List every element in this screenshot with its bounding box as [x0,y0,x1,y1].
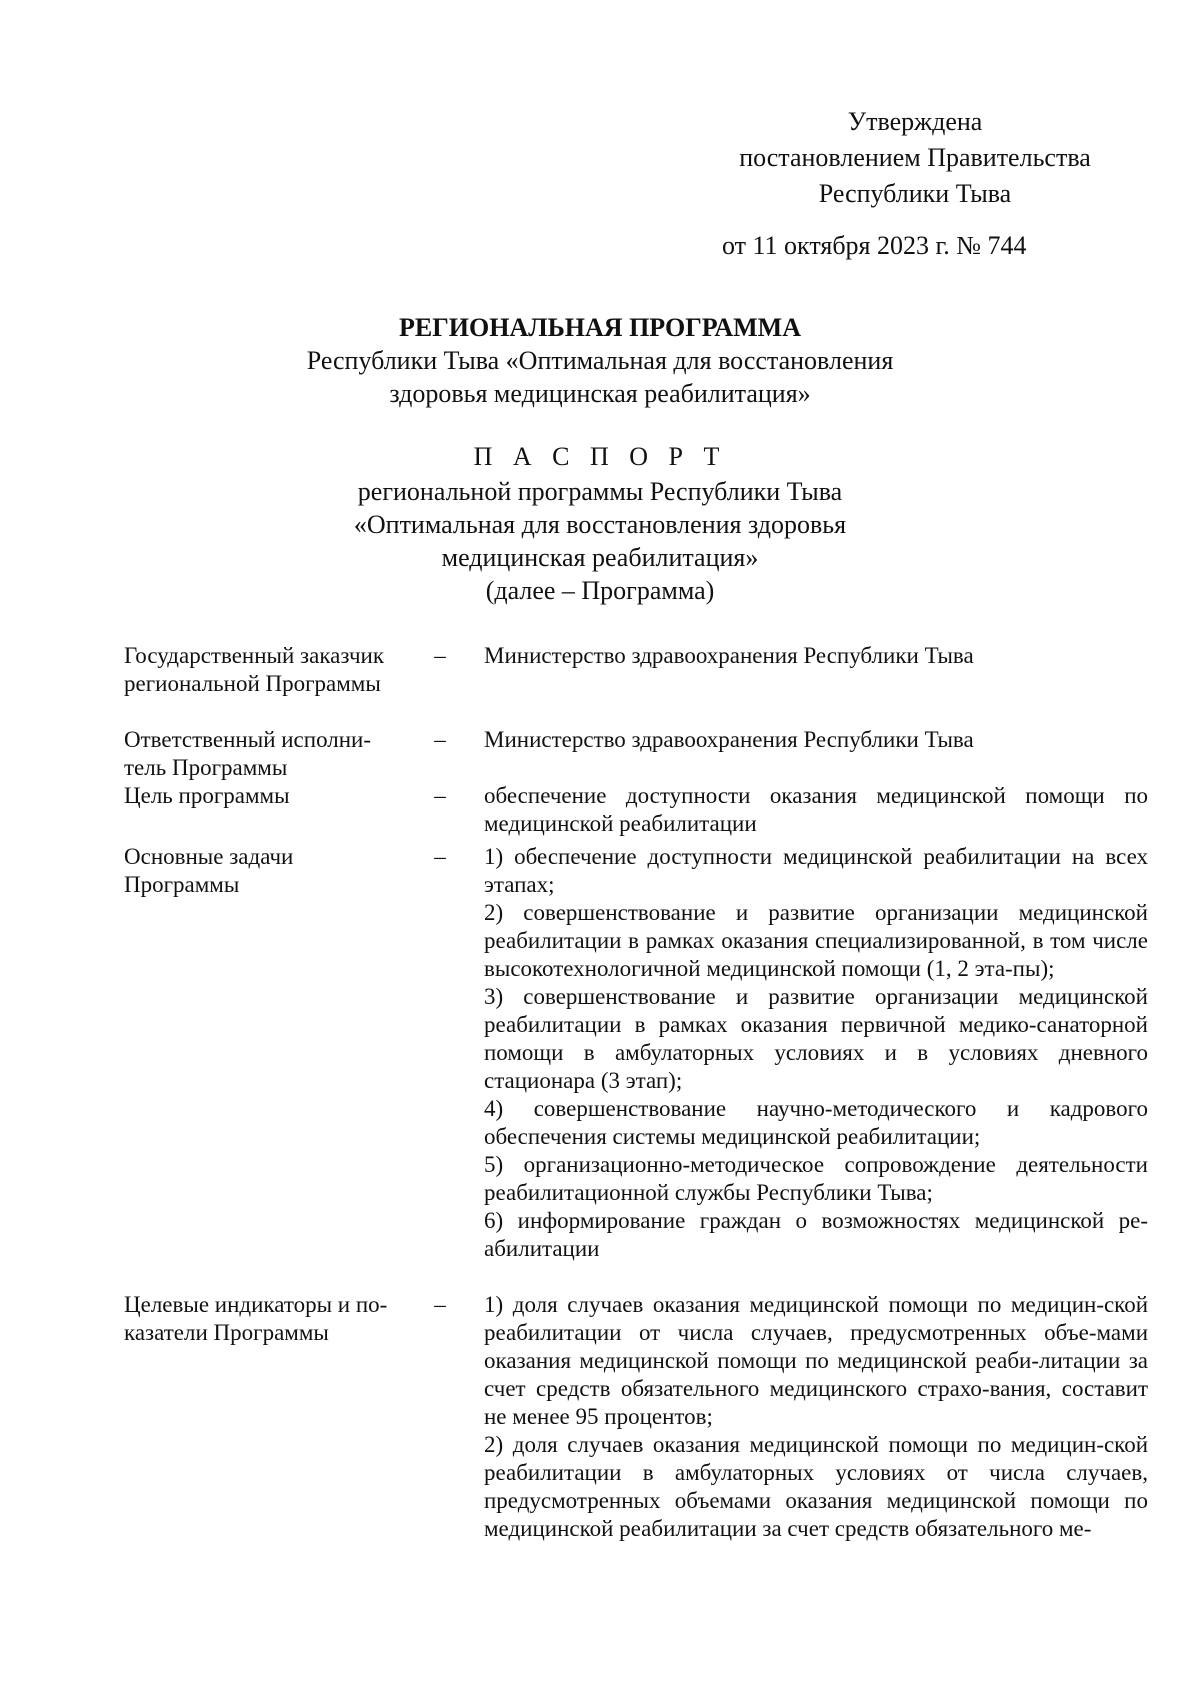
task-item: 6) информирование граждан о возможностях медицинской ре-абилитации [484,1208,1148,1261]
task-item: 5) организационно-методическое сопровождение деятельности реабилитационной службы Республики Тыва; [484,1152,1148,1205]
passport-heading-note: (далее – Программа) [485,576,715,605]
program-title-line: Республики Тыва «Оптимальная для восстановления [306,346,894,375]
indicator-item: 2) доля случаев оказания медицинской помощи по медицин-ской реабилитации в амбулаторных условиях от числа случаев, предусмотренных объемами оказания медицинской помощи по медицинской реабилитации за счет средств обязательного ме- [484,1432,1148,1541]
row-dash: – [434,643,446,668]
row-dash: – [434,783,446,808]
row-value [484,782,1148,838]
passport-title-word: П А С П О Р Т [473,442,727,471]
row-value-item: обеспечение доступности оказания медицинской помощи по медицинской реабилитации [484,783,1148,836]
passport-heading-line: «Оптимальная для восстановления здоровья [353,510,847,539]
approval-date: от 11 октября 2023 г. № 744 [722,231,1027,260]
passport-heading-line: медицинская реабилитация» [441,543,759,572]
row-label: Государственный заказчик региональной Программы [124,643,385,696]
row-value-item: Министерство здравоохранения Республики Тыва [484,727,974,752]
row-dash: – [434,844,446,869]
indicator-item: 1) доля случаев оказания медицинской помощи по медицин-ской реабилитации от числа случаев, предусмотренных объе-мами оказания медицинской помощи по медицинской реаби-литации за счет средств обязательного медицинского страхо-вания, составит не менее 95 процентов; [484,1292,1148,1429]
row-label: Основные задачи Программы [124,844,294,897]
approval-line-resolution: постановлением Правительства [739,143,1091,172]
approval-line-approved: Утверждена [847,107,983,136]
row-dash: – [434,727,446,752]
passport-heading-line: региональной программы Республики Тыва [357,477,843,506]
row-dash: – [434,1292,446,1317]
program-title [0,311,1200,410]
task-item: 1) обеспечение доступности медицинской реабилитации на всех этапах; [484,844,1148,897]
task-item: 3) совершенствование и развитие организации медицинской реабилитации в рамках оказания первичной медико-санаторной помощи в амбулаторных условиях и в условиях дневного стационара (3 этап); [484,984,1148,1093]
task-item: 2) совершенствование и развитие организации медицинской реабилитации в рамках оказания специализированной, в том числе высокотехнологичной медицинской помощи (1, 2 эта-пы); [484,900,1148,981]
row-value [484,726,1148,754]
passport-table [124,642,1148,1543]
passport-row-indicators [124,1291,1148,1543]
row-value-item: Министерство здравоохранения Республики Тыва [484,643,974,668]
row-value [484,843,1148,1263]
program-title-line: здоровья медицинская реабилитация» [389,379,811,408]
passport-row-goal [124,782,1148,838]
approval-stamp [700,104,1130,264]
row-label: Целевые индикаторы и по-казатели Программы [124,1292,388,1345]
row-label: Цель программы [124,783,290,808]
row-value [484,1291,1148,1543]
approval-line-republic: Республики Тыва [818,179,1012,208]
row-label: Ответственный исполни-тель Программы [124,727,372,780]
passport-row-customer [124,642,1148,698]
passport-row-executor [124,726,1148,782]
program-title-main: РЕГИОНАЛЬНАЯ ПРОГРАММА [399,313,801,342]
row-value [484,642,1148,670]
passport-heading [0,440,1200,607]
task-item: 4) совершенствование научно-методического и кадрового обеспечения системы медицинской реабилитации; [484,1096,1148,1149]
passport-row-tasks [124,843,1148,1263]
